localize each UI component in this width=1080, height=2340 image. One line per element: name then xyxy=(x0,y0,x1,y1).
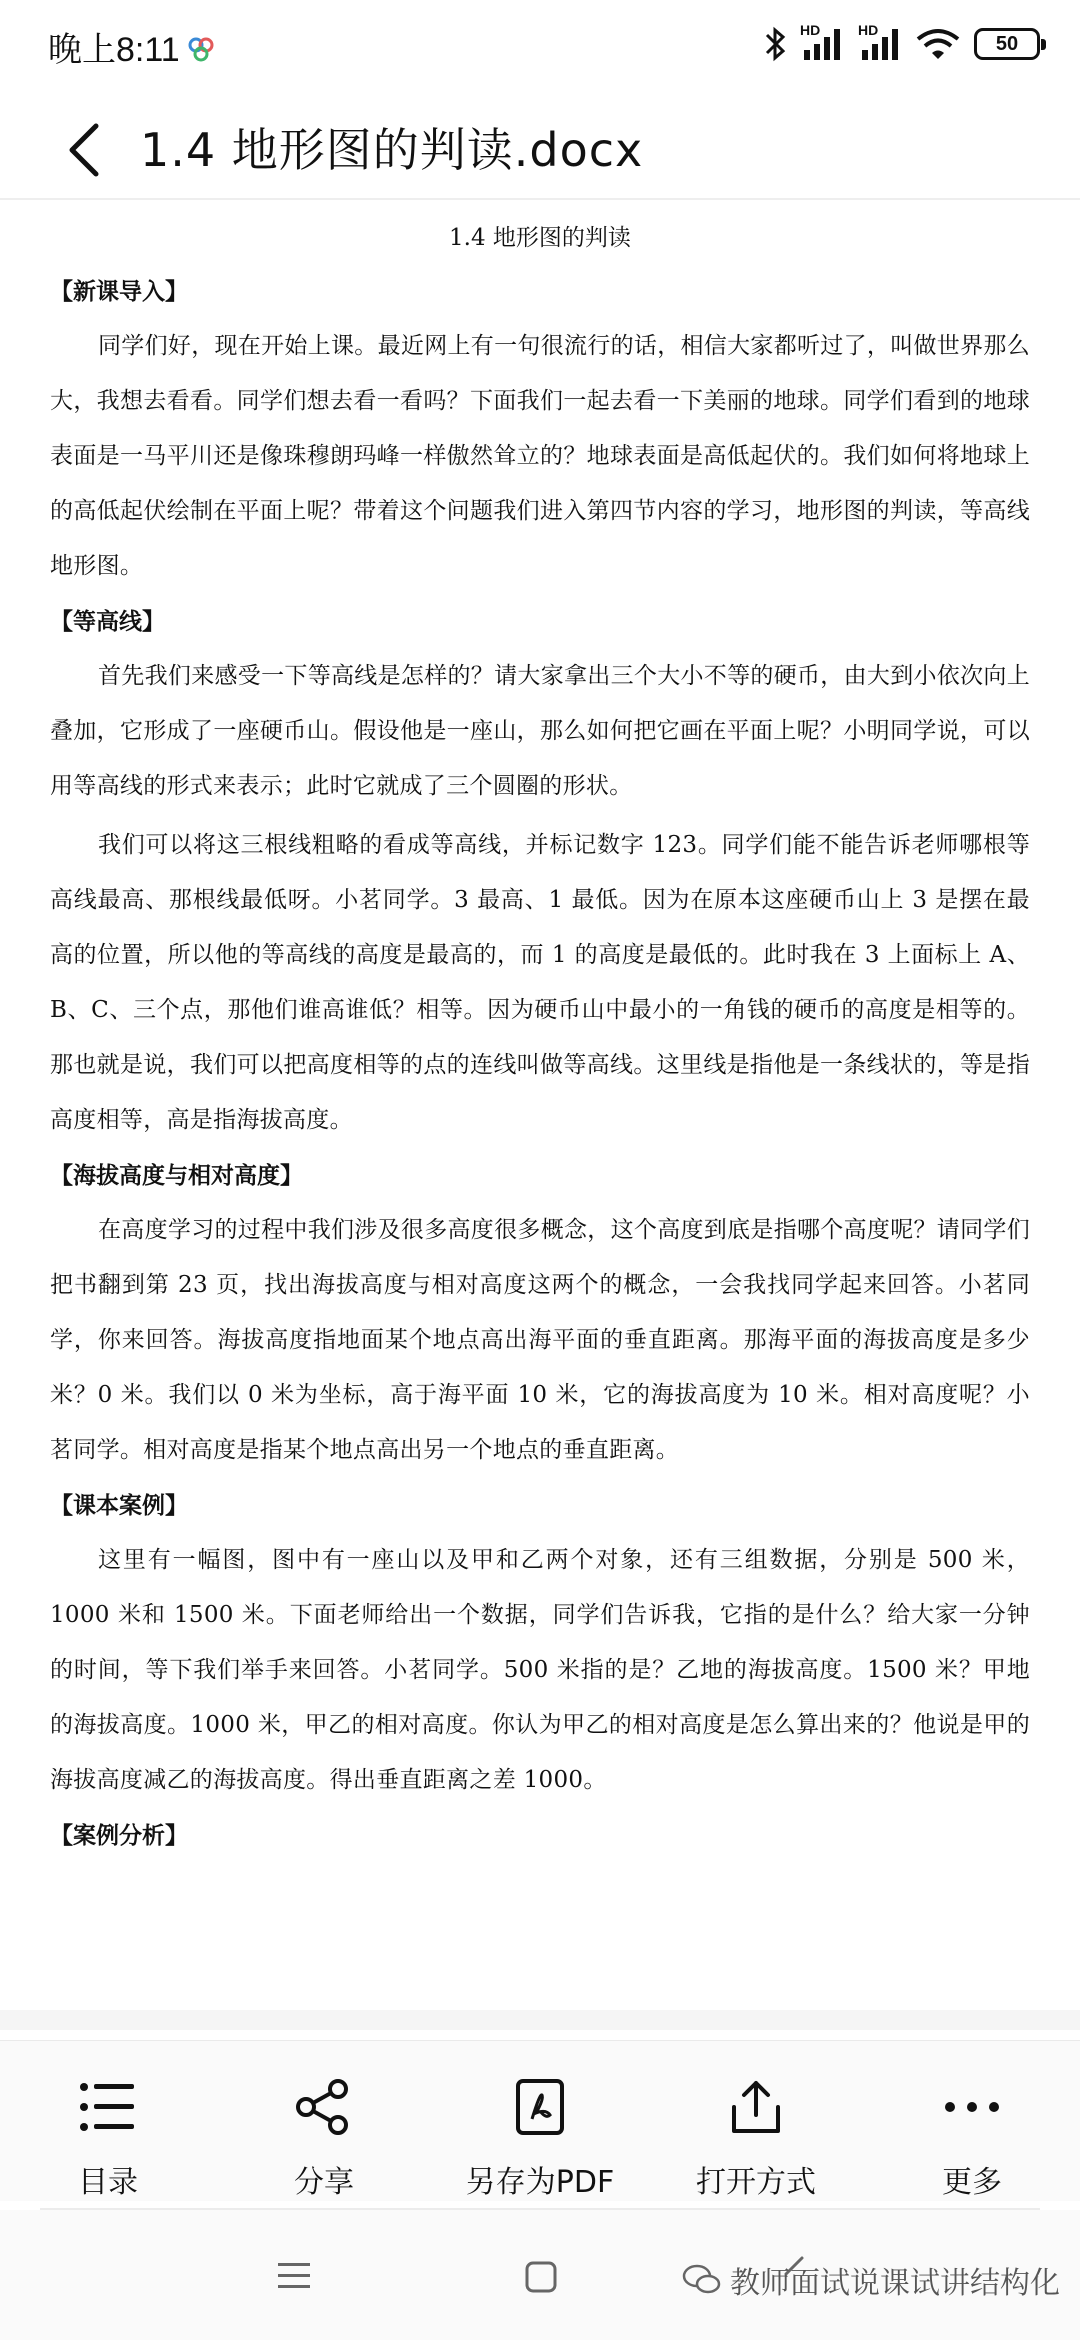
status-bar xyxy=(0,0,1080,100)
wechat-icon xyxy=(682,2263,722,2297)
document-title: 1.4 地形图的判读.docx xyxy=(140,123,644,177)
signal-icon xyxy=(858,26,902,62)
toolbar-save-pdf-button[interactable] xyxy=(450,2041,630,2201)
paragraph: 首先我们来感受一下等高线是怎样的？请大家拿出三个大小不等的硬币，由大到小依次向上叠加，它形成了一座硬币山。假设他是一座山，那么如何把它画在平面上呢？小明同学说，可以用等高线的形式来表示；此时它就成了三个圆圈的形状。 xyxy=(50,663,1030,799)
hd-label-1: HD xyxy=(800,22,821,38)
paragraph: 在高度学习的过程中我们涉及很多高度很多概念，这个高度到底是指哪个高度呢？请同学们把书翻到第 23 页，找出海拔高度与相对高度这两个的概念，一会我找同学起来回答。小茗同学，你来回答。海拔高度指地面某个地点高出海平面的垂直距离。那海平面的海拔高度是多少米？0 米。我们以 0 米为坐标，高于海平面 10 米，它的海拔高度为 10 米。相对高度呢？小茗同学。相对高度是指某个地点高出另一个地点的垂直距离。 xyxy=(50,1217,1030,1463)
list-icon xyxy=(78,2079,138,2135)
hd-label-2: HD xyxy=(858,22,879,38)
paragraph: 同学们好，现在开始上课。最近网上有一句很流行的话，相信大家都听过了，叫做世界那么大，我想去看看。同学们想去看一看吗？下面我们一起去看一下美丽的地球。同学们看到的地球表面是一马平川还是像珠穆朗玛峰一样傲然耸立的？地球表面是高低起伏的。我们如何将地球上的高低起伏绘制在平面上呢？带着这个问题我们进入第四节内容的学习，地形图的判读，等高线地形图。 xyxy=(50,333,1030,579)
pdf-icon xyxy=(510,2079,570,2135)
watermark-text: 教师面试说课试讲结构化 xyxy=(730,2266,1060,2301)
watermark xyxy=(682,2258,1060,2302)
signal-icon xyxy=(800,26,844,62)
paragraph: 这里有一幅图，图中有一座山以及甲和乙两个对象，还有三组数据，分别是 500 米，1000 米和 1500 米。下面老师给出一个数据，同学们告诉我，它指的是什么？给大家一分钟的时间，等下我们举手来回答。小茗同学。500 米指的是？乙地的海拔高度。1500 米？甲地的海拔高度。1000 米，甲乙的相对高度。你认为甲乙的相对高度是怎么算出来的？他说是甲的海拔高度减乙的海拔高度。得出垂直距离之差 1000。 xyxy=(50,1547,1030,1793)
bottom-toolbar xyxy=(0,2040,1080,2201)
cell-signal-1 xyxy=(800,22,844,62)
section-heading: 【案例分析】 xyxy=(50,1822,188,1849)
toolbar-more-button[interactable] xyxy=(882,2041,1062,2201)
back-arrow-icon[interactable] xyxy=(56,118,120,182)
nav-menu-icon[interactable] xyxy=(276,2260,312,2292)
section-heading: 【等高线】 xyxy=(50,608,165,635)
toolbar-label: 目录 xyxy=(78,2165,138,2200)
toolbar-label: 打开方式 xyxy=(696,2165,816,2200)
system-nav-bar xyxy=(0,2210,1080,2340)
section-heading: 【课本案例】 xyxy=(50,1492,188,1519)
status-time: 晚上8:11 xyxy=(48,31,180,69)
wifi-icon xyxy=(916,27,960,61)
document-end-band xyxy=(0,2010,1080,2030)
toolbar-open-with-button[interactable] xyxy=(666,2041,846,2201)
section-heading: 【新课导入】 xyxy=(50,278,188,305)
open-with-icon xyxy=(726,2079,786,2135)
toolbar-share-button[interactable] xyxy=(234,2041,414,2201)
document-body[interactable] xyxy=(50,212,1030,2002)
status-icons xyxy=(764,22,1040,62)
battery-indicator xyxy=(974,28,1040,60)
paragraph: 我们可以将这三根线粗略的看成等高线，并标记数字 123。同学们能不能告诉老师哪根等高线最高、那根线最低呀。小茗同学。3 最高、1 最低。因为在原本这座硬币山上 3 是摆在最高的位置，所以他的等高线的高度是最高的，而 1 的高度是最低的。此时我在 3 上面标上 A、B、C、三个点，那他们谁高谁低？相等。因为硬币山中最小的一角钱的硬币的高度是相等的。那也就是说，我们可以把高度相等的点的连线叫做等高线。这里线是指他是一条线状的，等是指高度相等，高是指海拔高度。 xyxy=(50,832,1030,1133)
more-icon xyxy=(942,2079,1002,2135)
toolbar-label: 更多 xyxy=(942,2165,1002,2200)
share-icon xyxy=(294,2079,354,2135)
section-heading: 【海拔高度与相对高度】 xyxy=(50,1162,303,1189)
bluetooth-icon xyxy=(764,26,786,62)
cell-signal-2 xyxy=(858,22,902,62)
toolbar-contents-button[interactable] xyxy=(18,2041,198,2201)
toolbar-label: 分享 xyxy=(294,2165,354,2200)
title-bar xyxy=(0,100,1080,200)
toolbar-label: 另存为PDF xyxy=(465,2165,615,2200)
battery-level: 50 xyxy=(995,32,1019,55)
document-heading: 1.4 地形图的判读 xyxy=(449,225,631,251)
title-divider xyxy=(0,198,1080,200)
app-notification-icon xyxy=(186,34,216,64)
nav-home-icon[interactable] xyxy=(524,2260,558,2294)
